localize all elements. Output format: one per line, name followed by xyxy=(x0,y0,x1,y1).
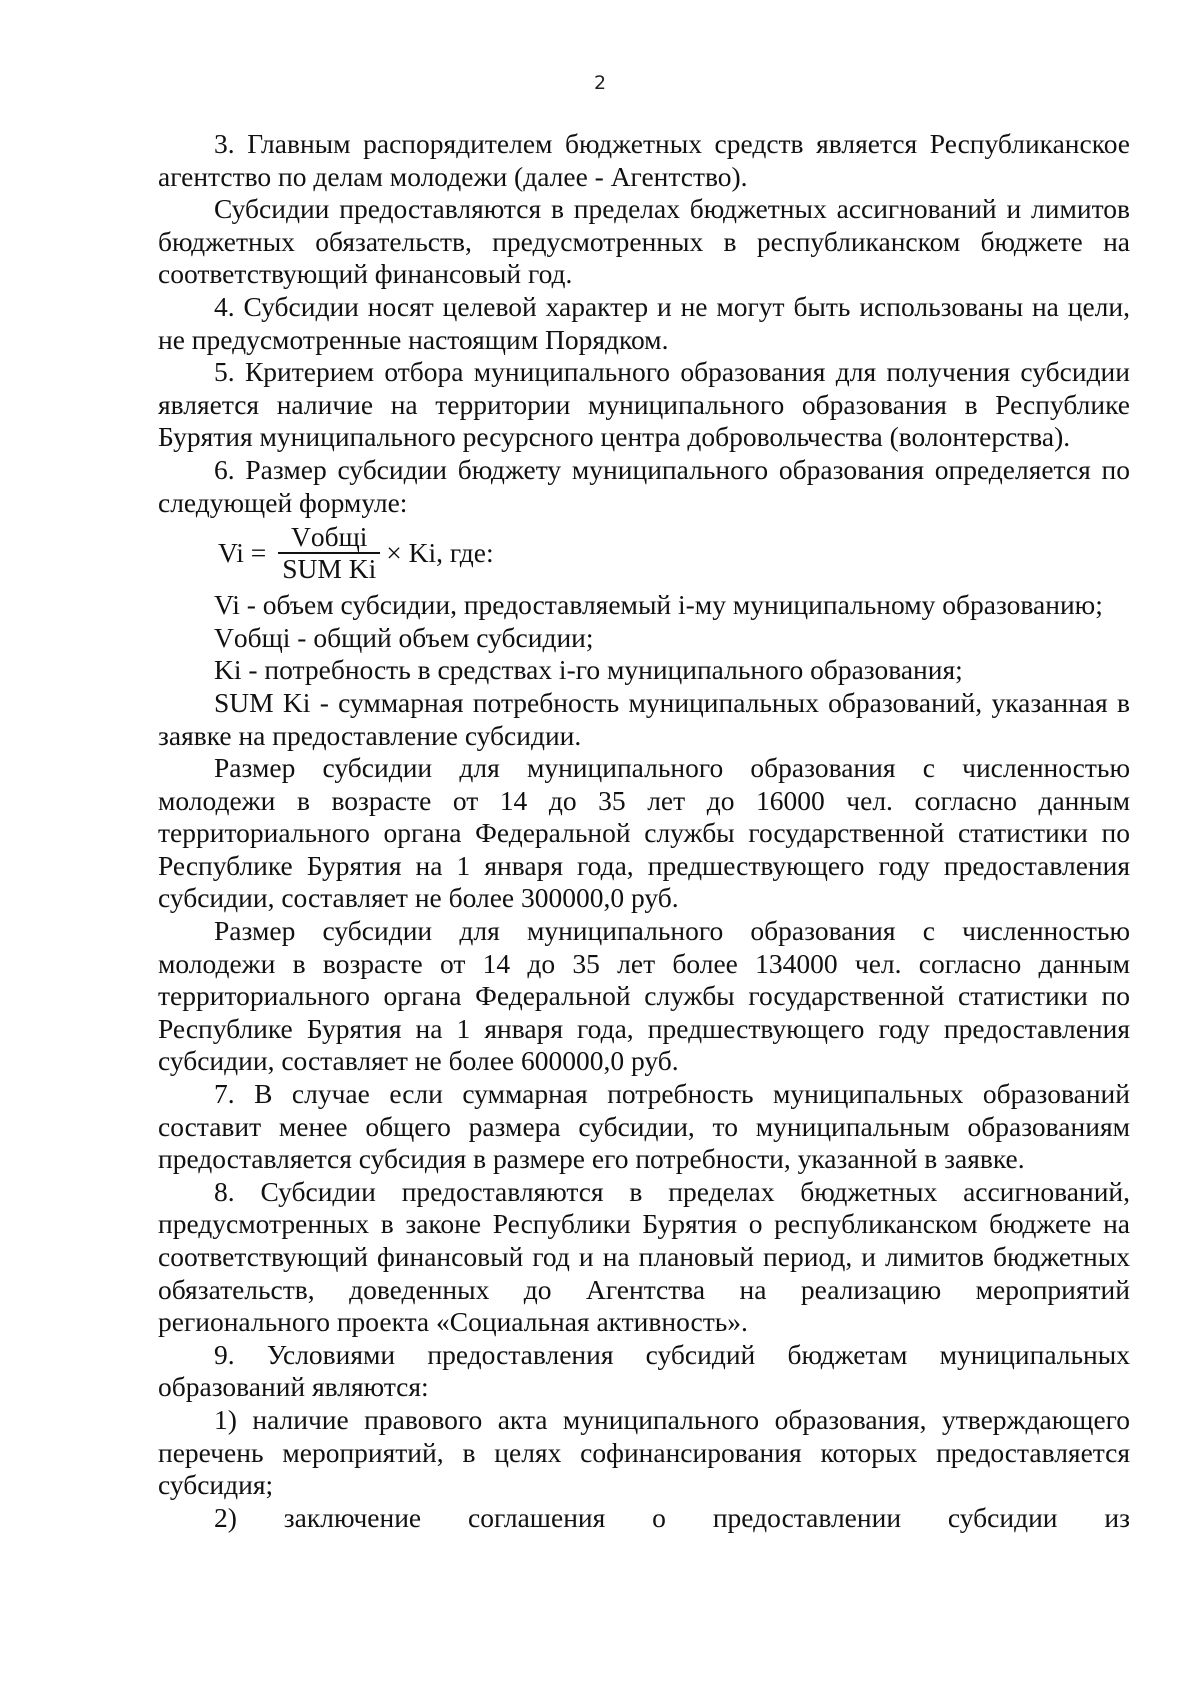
paragraph-3-subsidies-limits: Субсидии предоставляются в пределах бюджетных ассигнований и лимитов бюджетных обязательств, предусмотренных в республиканском бюджете на соответствующий финансовый год. xyxy=(158,193,1130,290)
definition-vobshi: Vобщi - общий объем субсидии; xyxy=(214,621,594,653)
paragraph-3: 3. Главным распорядителем бюджетных средств является Республиканское агентство по делам молодежи (далее - Агентство). xyxy=(158,128,1130,192)
formula-lhs: Vi = xyxy=(218,536,267,568)
paragraph-size-large: Размер субсидии для муниципального образования с численностью молодежи в возрасте от 14 до 35 лет более 134000 чел. согласно данным территориального органа Федеральной службы государственной статистики по Республике Бурятия на 1 января года, предшествующего году предоставления субсидии, составляет не более 600000,0 руб. xyxy=(158,915,1130,1077)
page-number: 2 xyxy=(593,72,607,94)
paragraph-4: 4. Субсидии носят целевой характер и не могут быть использованы на цели, не предусмотренные настоящим Порядком. xyxy=(158,290,1130,355)
formula-rhs: × Ki, где: xyxy=(386,536,494,568)
paragraph-6: 6. Размер субсидии бюджету муниципального образования определяется по следующей формуле: xyxy=(158,453,1130,518)
subsidy-formula xyxy=(218,519,1130,587)
paragraph-9-item-2: 2) заключение соглашения о предоставлении субсидии из xyxy=(214,1501,1130,1533)
formula-numerator: Vобщi xyxy=(291,521,368,553)
paragraph-5: 5. Критерием отбора муниципального образования для получения субсидии является наличие на территории муниципального образования в Республике Бурятия муниципального ресурсного центра добровольчества (волонтерства). xyxy=(158,356,1130,453)
paragraph-7: 7. В случае если суммарная потребность муниципальных образований составит менее общего размера субсидии, то муниципальным образованиям предоставляется субсидия в размере его потребности, указанной в заявке. xyxy=(158,1078,1130,1175)
document-body xyxy=(158,128,1130,1534)
paragraph-9: 9. Условиями предоставления субсидий бюджетам муниципальных образований являются: xyxy=(158,1338,1130,1403)
definition-ki: Ki - потребность в средствах i-го муниципального образования; xyxy=(214,654,963,686)
definition-vi: Vi - объем субсидии, предоставляемый i-му муниципальному образованию; xyxy=(214,589,1103,621)
paragraph-size-small: Размер субсидии для муниципального образования с численностью молодежи в возрасте от 14 до 35 лет до 16000 чел. согласно данным территориального органа Федеральной службы государственной статистики по Республике Бурятия на 1 января года, предшествующего году предоставления субсидии, составляет не более 300000,0 руб. xyxy=(158,752,1130,914)
formula-fraction xyxy=(278,522,380,584)
definition-sum-ki: SUM Ki - суммарная потребность муниципальных образований, указанная в заявке на предоставление субсидии. xyxy=(158,686,1130,751)
paragraph-8: 8. Субсидии предоставляются в пределах бюджетных ассигнований, предусмотренных в законе Республики Бурятия о республиканском бюджете на соответствующий финансовый год и на плановый период, и лимитов бюджетных обязательств, доведенных до Агентства на реализацию мероприятий регионального проекта «Социальная активность». xyxy=(158,1175,1130,1338)
formula-denominator: SUM Ki xyxy=(282,552,377,584)
paragraph-9-item-1: 1) наличие правового акта муниципального образования, утверждающего перечень мероприятий, в целях софинансирования которых предоставляется субсидия; xyxy=(158,1403,1130,1501)
